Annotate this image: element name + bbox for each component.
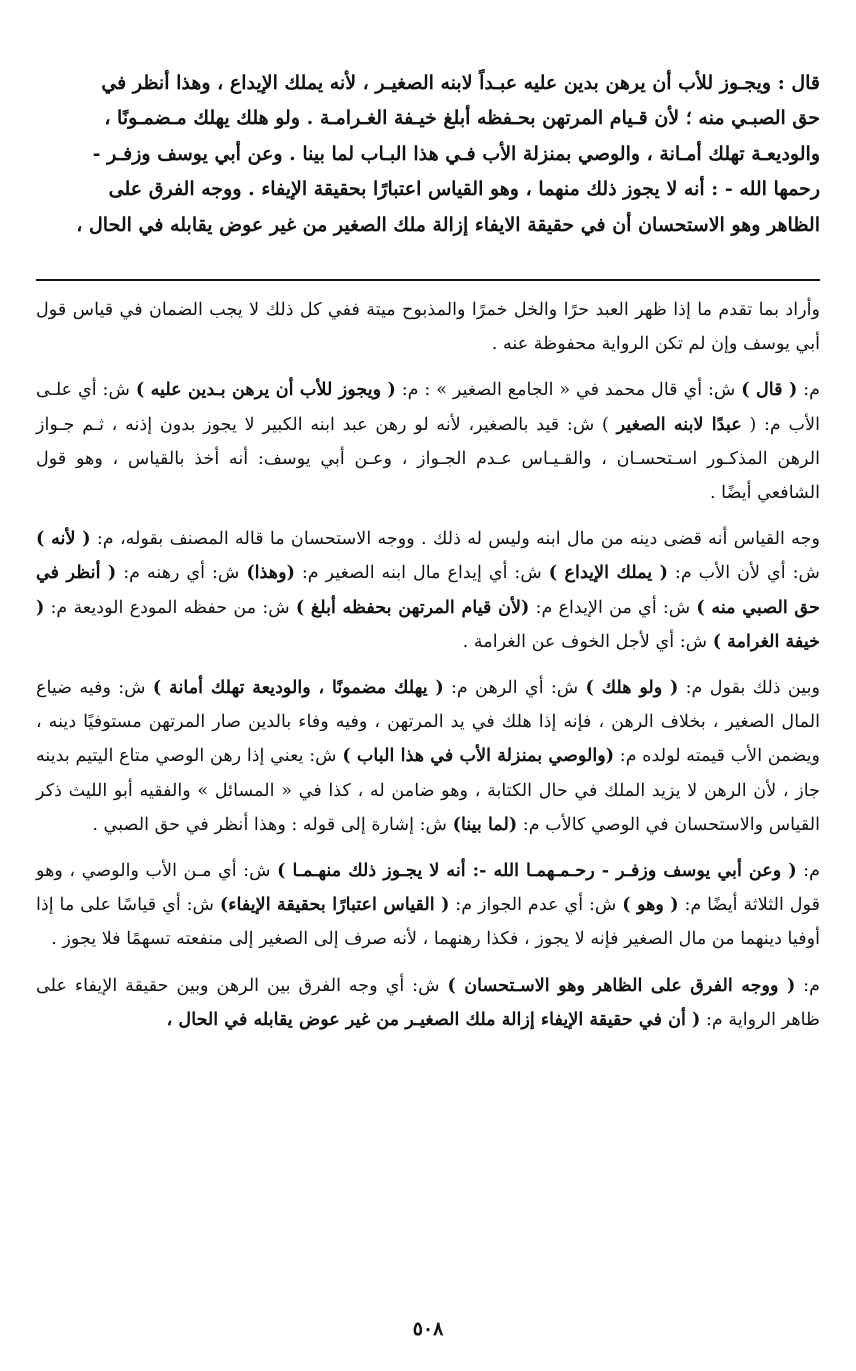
matn-quote: ( ويجوز للأب أن يرهن بـدين عليه )	[135, 379, 396, 401]
matn-quote: ( أنظر في حق الصبي منه )	[36, 562, 820, 618]
commentary-text: ش: أي عدم الجواز م:	[449, 895, 623, 916]
commentary-text: وأراد بما تقدم ما إذا ظهر العبد حرًا والخل خمرًا والمذبوح ميتة ففي كل ذلك لا يجب الضمان في قياس قول أبي يوسف وإن لم تكن الرواية محفوظة عنه .	[36, 300, 820, 355]
commentary-text: ش: وفيه ضياع المال الصغير ، بخلاف الرهن ، فإنه إذا هلك في يد المرتهن ، وفيه وفاء بالدين صار المرتهن مستوفيًا دينه ، ويضمن الأب قيمته لولده م:	[36, 678, 820, 767]
commentary-paragraph	[36, 522, 820, 659]
commentary-text: ش: أي رهنه م:	[116, 563, 247, 584]
page-number: ٥٠٨	[412, 1318, 444, 1340]
commentary-paragraph	[36, 854, 820, 957]
matn-quote: (وهذا)	[246, 562, 295, 584]
commentary-paragraph	[36, 671, 820, 842]
matn-quote: (والوصي بمنزلة الأب في هذا الباب )	[342, 745, 615, 767]
commentary-paragraph	[36, 293, 820, 361]
matn-quote: ( ولو هلك )	[585, 677, 679, 699]
commentary-text: ش: أي قياسًا على ما إذا أوفيا دينهما من مال الصغير فإنه لا يجوز ، فكذا رهنهما ، لأنه صرف إلى الصغير إلى منفعته تسهمًا فلا يجوز .	[36, 895, 820, 950]
matn-quote: عبدًا لابنه الصغير	[616, 413, 742, 435]
matn-quote: ( يملك الإيداع )	[548, 562, 668, 584]
main-text	[36, 66, 820, 243]
matn-quote: ( القياس اعتبارًا بحقيقة الإيفاء)	[219, 894, 450, 916]
commentary-text: ش: أي الرهن م:	[443, 678, 586, 699]
matn-quote: ( لأنه )	[36, 528, 91, 550]
commentary-paragraph	[36, 373, 820, 510]
commentary-text: ش: أي علـى الأب م: (	[36, 380, 820, 435]
commentary-text: ش: أي لأن الأب م:	[667, 563, 820, 584]
matn-quote: ( يهلك مضمونًا ، والوديعة تهلك أمانة )	[152, 677, 444, 699]
section-divider	[36, 279, 820, 281]
commentary-text: وبين ذلك بقول م:	[678, 678, 820, 699]
commentary-text: ش: أي لأجل الخوف عن الغرامة .	[462, 631, 713, 652]
main-text-line: حق الصبـي منه ؛ لأن قـيام المرتهن بحـفظه أبلغ خيـفة الغـرامـة . ولو هلك يهلك مـضمـونًا ،	[104, 107, 820, 130]
commentary-text: م:	[796, 861, 820, 882]
commentary-text: ش: أي قال محمد في « الجامع الصغير » : م:	[395, 380, 742, 401]
commentary-text: ش: أي إيداع مال ابنه الصغير م:	[294, 563, 549, 584]
commentary	[36, 293, 820, 1037]
matn-quote: ( وعن أبي يوسف وزفـر - رحـمـهمـا الله -: أنه لا يجـوز ذلك منهـمـا )	[277, 860, 797, 882]
matn-quote: ( ووجه الفرق على الظاهر وهو الاسـتحسان )	[447, 974, 796, 996]
matn-quote: (لأن قيام المرتهن بحفظه أبلغ )	[295, 596, 530, 618]
commentary-text: ش: من حفظه المودع الوديعة م:	[44, 597, 296, 618]
commentary-text: ش: يعني إذا رهن الوصي متاع اليتيم بدينه جاز ، لأن الرهن لا يزيد الملك في حال الكتابة ، وهو ضامن له ، كذا في « المسائل » والفقيه أبو الليث ذكر القياس والاستحسان في الوصي كالأب م:	[36, 746, 820, 835]
main-text-line: والوديعـة تهلك أمـانة ، والوصي بمنزلة الأب فـي هذا البـاب لما بينا . وعن أبي يوسف وزفـر -	[92, 142, 820, 165]
commentary-text: م:	[797, 380, 821, 401]
matn-quote: ( خيفة الغرامة )	[36, 596, 820, 652]
commentary-text: م:	[795, 975, 821, 996]
main-text-line: قال : ويجـوز للأب أن يرهن بدين عليه عبـداً لابنه الصغيـر ، لأنه يملك الإيداع ، وهذا أنظر في	[101, 72, 820, 94]
matn-quote: ( قال )	[741, 379, 798, 401]
commentary-text: وجه القياس أنه قضى دينه من مال ابنه وليس له ذلك . ووجه الاستحسان ما قاله المصنف بقوله، م:	[90, 529, 820, 550]
matn-quote: ( أن في حقيقة الإيفاء إزالة ملك الصغيـر من غير عوض يقابله في الحال ،	[166, 1008, 701, 1030]
commentary-text: ش: إشارة إلى قوله : وهذا أنظر في حق الصبي .	[92, 814, 453, 835]
commentary-text: ) ش: قيد بالصغير، لأنه لو رهن عبد ابنه الكبير لا يجوز بدون إذنه ، ثـم جـواز الرهن المذكـور اسـتحسـان ، والقـيـاس عـدم الجـواز ، وعـن أبي يوسف: أنه أخذ بالقياس ، وهو قول الشافعي أيضًا .	[36, 414, 820, 504]
commentary-text: ش: أي وجه الفرق بين الرهن وبين حقيقة الإيفاء على ظاهر الرواية م:	[36, 975, 820, 1030]
commentary-text: ش: أي من الإيداع م:	[529, 597, 697, 618]
matn-quote: (لما بينا)	[452, 813, 518, 835]
main-text-line: الظاهر وهو الاستحسان أن في حقيقة الايفاء إزالة ملك الصغير من غير عوض يقابله في الحال ،	[76, 213, 820, 236]
main-text-line: رحمها الله - : أنه لا يجوز ذلك منهما ، وهو القياس اعتبارًا بحقيقة الإيفاء . ووجه الفرق على	[108, 178, 820, 201]
commentary-paragraph	[36, 969, 820, 1037]
commentary-text: ش: أي مـن الأب والوصي ، وهو قول الثلاثة أيضًا م:	[36, 861, 820, 916]
matn-quote: ( وهو )	[622, 894, 679, 916]
